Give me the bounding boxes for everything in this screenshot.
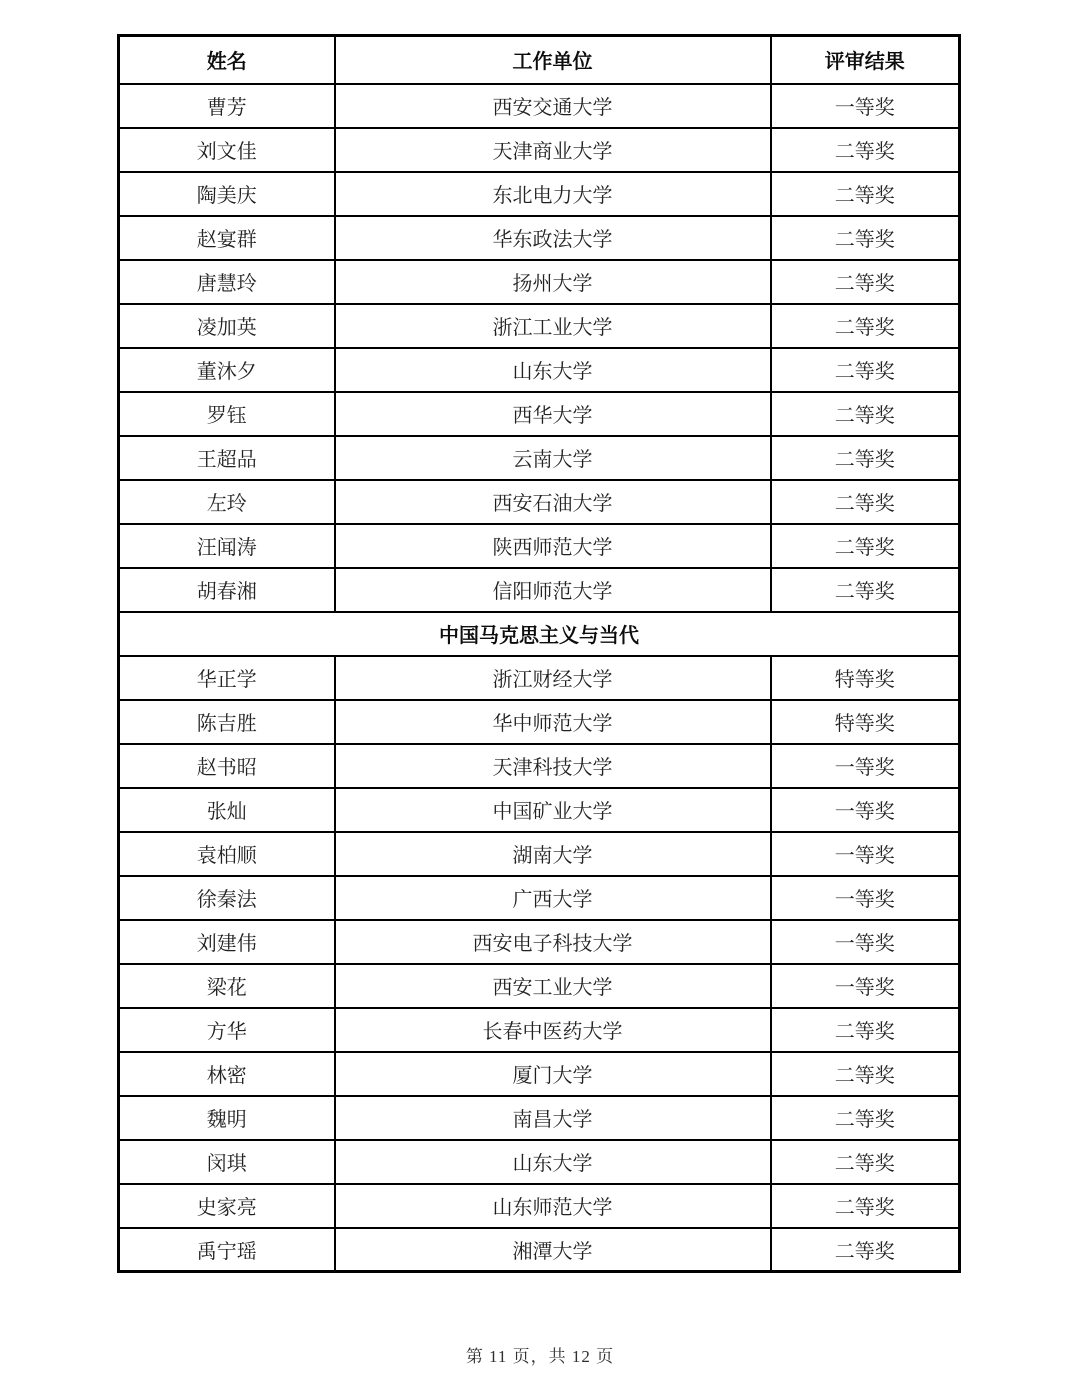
name-cell: 梁花 [119, 964, 335, 1008]
organization-cell: 华东政法大学 [335, 216, 771, 260]
result-cell: 二等奖 [771, 304, 960, 348]
result-cell: 二等奖 [771, 172, 960, 216]
table-row [119, 832, 960, 876]
result-cell: 特等奖 [771, 656, 960, 700]
result-cell: 二等奖 [771, 524, 960, 568]
name-cell: 陈吉胜 [119, 700, 335, 744]
organization-cell: 扬州大学 [335, 260, 771, 304]
name-cell: 方华 [119, 1008, 335, 1052]
column-header-result: 评审结果 [771, 36, 960, 84]
table-row [119, 1052, 960, 1096]
table-row [119, 392, 960, 436]
table-row [119, 348, 960, 392]
table-row [119, 876, 960, 920]
table-row [119, 480, 960, 524]
result-cell: 一等奖 [771, 964, 960, 1008]
table-row [119, 568, 960, 612]
result-cell: 二等奖 [771, 436, 960, 480]
result-cell: 一等奖 [771, 744, 960, 788]
table-row [119, 524, 960, 568]
name-cell: 华正学 [119, 656, 335, 700]
name-cell: 王超品 [119, 436, 335, 480]
name-cell: 张灿 [119, 788, 335, 832]
name-cell: 董沐夕 [119, 348, 335, 392]
organization-cell: 浙江工业大学 [335, 304, 771, 348]
name-cell: 徐秦法 [119, 876, 335, 920]
result-cell: 二等奖 [771, 1008, 960, 1052]
name-cell: 赵宴群 [119, 216, 335, 260]
organization-cell: 山东大学 [335, 1140, 771, 1184]
table-row [119, 744, 960, 788]
name-cell: 罗钰 [119, 392, 335, 436]
result-cell: 二等奖 [771, 480, 960, 524]
organization-cell: 长春中医药大学 [335, 1008, 771, 1052]
organization-cell: 山东师范大学 [335, 1184, 771, 1228]
result-cell: 二等奖 [771, 260, 960, 304]
result-cell: 二等奖 [771, 1096, 960, 1140]
result-cell: 特等奖 [771, 700, 960, 744]
organization-cell: 陕西师范大学 [335, 524, 771, 568]
table-row [119, 920, 960, 964]
organization-cell: 天津商业大学 [335, 128, 771, 172]
table-row [119, 788, 960, 832]
result-cell: 二等奖 [771, 568, 960, 612]
table-row [119, 128, 960, 172]
organization-cell: 湖南大学 [335, 832, 771, 876]
name-cell: 汪闻涛 [119, 524, 335, 568]
name-cell: 胡春湘 [119, 568, 335, 612]
organization-cell: 天津科技大学 [335, 744, 771, 788]
organization-cell: 中国矿业大学 [335, 788, 771, 832]
section-header-row [119, 612, 960, 656]
name-cell: 曹芳 [119, 84, 335, 128]
organization-cell: 云南大学 [335, 436, 771, 480]
result-cell: 二等奖 [771, 216, 960, 260]
result-cell: 一等奖 [771, 832, 960, 876]
section-header: 中国马克思主义与当代 [119, 612, 960, 656]
table-row [119, 1140, 960, 1184]
name-cell: 左玲 [119, 480, 335, 524]
name-cell: 袁柏顺 [119, 832, 335, 876]
organization-cell: 东北电力大学 [335, 172, 771, 216]
organization-cell: 西华大学 [335, 392, 771, 436]
organization-cell: 信阳师范大学 [335, 568, 771, 612]
name-cell: 刘文佳 [119, 128, 335, 172]
result-cell: 一等奖 [771, 920, 960, 964]
table-body [119, 84, 960, 1272]
table-header [119, 36, 960, 84]
name-cell: 刘建伟 [119, 920, 335, 964]
result-cell: 二等奖 [771, 348, 960, 392]
table-row [119, 964, 960, 1008]
table-row [119, 172, 960, 216]
table-row [119, 1184, 960, 1228]
organization-cell: 西安石油大学 [335, 480, 771, 524]
result-cell: 二等奖 [771, 1228, 960, 1272]
result-cell: 一等奖 [771, 84, 960, 128]
award-results-table [117, 34, 961, 1273]
header-row [119, 36, 960, 84]
organization-cell: 山东大学 [335, 348, 771, 392]
result-cell: 二等奖 [771, 1052, 960, 1096]
result-cell: 一等奖 [771, 876, 960, 920]
column-header-organization: 工作单位 [335, 36, 771, 84]
name-cell: 魏明 [119, 1096, 335, 1140]
name-cell: 赵书昭 [119, 744, 335, 788]
result-cell: 二等奖 [771, 1184, 960, 1228]
name-cell: 史家亮 [119, 1184, 335, 1228]
name-cell: 闵琪 [119, 1140, 335, 1184]
organization-cell: 浙江财经大学 [335, 656, 771, 700]
table-row [119, 700, 960, 744]
name-cell: 凌加英 [119, 304, 335, 348]
result-cell: 二等奖 [771, 128, 960, 172]
table-row [119, 260, 960, 304]
result-cell: 二等奖 [771, 392, 960, 436]
table-row [119, 1096, 960, 1140]
table-row [119, 84, 960, 128]
table-row [119, 1228, 960, 1272]
name-cell: 唐慧玲 [119, 260, 335, 304]
organization-cell: 西安工业大学 [335, 964, 771, 1008]
organization-cell: 西安交通大学 [335, 84, 771, 128]
name-cell: 陶美庆 [119, 172, 335, 216]
result-cell: 二等奖 [771, 1140, 960, 1184]
column-header-name: 姓名 [119, 36, 335, 84]
organization-cell: 南昌大学 [335, 1096, 771, 1140]
organization-cell: 华中师范大学 [335, 700, 771, 744]
organization-cell: 西安电子科技大学 [335, 920, 771, 964]
table-row [119, 436, 960, 480]
organization-cell: 广西大学 [335, 876, 771, 920]
name-cell: 禹宁瑶 [119, 1228, 335, 1272]
table-row [119, 216, 960, 260]
result-cell: 一等奖 [771, 788, 960, 832]
table-row [119, 304, 960, 348]
organization-cell: 厦门大学 [335, 1052, 771, 1096]
name-cell: 林密 [119, 1052, 335, 1096]
table-row [119, 656, 960, 700]
organization-cell: 湘潭大学 [335, 1228, 771, 1272]
table-row [119, 1008, 960, 1052]
page-number-footer: 第 11 页，共 12 页 [465, 1347, 615, 1366]
